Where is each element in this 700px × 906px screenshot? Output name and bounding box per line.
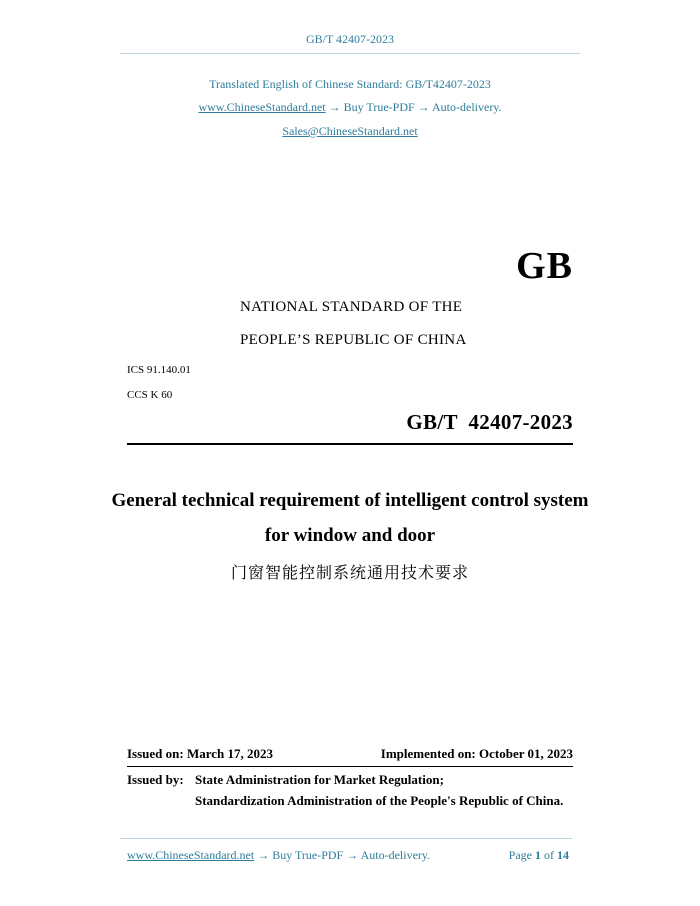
title-divider [127, 443, 573, 445]
arrow-right-icon: → [346, 848, 359, 862]
arrow-right-icon: → [417, 100, 430, 114]
national-standard-line2: PEOPLE’S REPUBLIC OF CHINA [240, 332, 467, 348]
page-current: 1 [535, 848, 541, 862]
header-divider [120, 53, 580, 54]
page-label: Page [508, 848, 532, 862]
sales-email-link[interactable]: Sales@ChineseStandard.net [282, 124, 418, 138]
issuer-line1: State Administration for Market Regulation; [195, 772, 444, 787]
promo-links [0, 100, 700, 115]
auto-delivery-text: Auto-delivery. [432, 100, 502, 114]
footer-buy-text: Buy True-PDF [272, 848, 344, 862]
document-title-chinese: 门窗智能控制系统通用技术要求 [230, 563, 469, 582]
sales-email-link-row [0, 124, 700, 139]
page-total: 14 [557, 848, 569, 862]
footer-promo [127, 848, 430, 863]
ccs-code: CCS K 60 [127, 389, 173, 401]
footer-divider [120, 838, 572, 839]
footer-delivery-text: Auto-delivery. [360, 848, 431, 862]
document-title-line2: for window and door [264, 525, 436, 546]
site-link[interactable]: www.ChineseStandard.net [198, 100, 326, 114]
implemented-on-date: Implemented on: October 01, 2023 [380, 746, 573, 761]
running-header-code: GB/T 42407-2023 [305, 32, 395, 46]
page-of-label: of [544, 848, 554, 862]
footer-site-link[interactable]: www.ChineseStandard.net [127, 848, 255, 862]
arrow-right-icon: → [257, 848, 270, 862]
document-title-line1: General technical requirement of intelligent control system [111, 490, 589, 511]
issuer-line2: Standardization Administration of the People's Republic of China. [195, 793, 564, 808]
ics-code: ICS 91.140.01 [127, 364, 191, 376]
national-standard-line1: NATIONAL STANDARD OF THE [240, 299, 463, 315]
buy-pdf-text: Buy True-PDF [343, 100, 415, 114]
dates-divider [127, 766, 573, 767]
gb-logo: GB [516, 245, 573, 287]
standard-number: GB/T 42407-2023 [406, 410, 573, 434]
arrow-right-icon: → [328, 100, 341, 114]
page-indicator [509, 848, 569, 863]
translation-notice: Translated English of Chinese Standard: GB/T42407-2023 [209, 77, 491, 91]
issued-on-date: Issued on: March 17, 2023 [127, 746, 274, 761]
issued-by-label: Issued by: [127, 772, 184, 787]
